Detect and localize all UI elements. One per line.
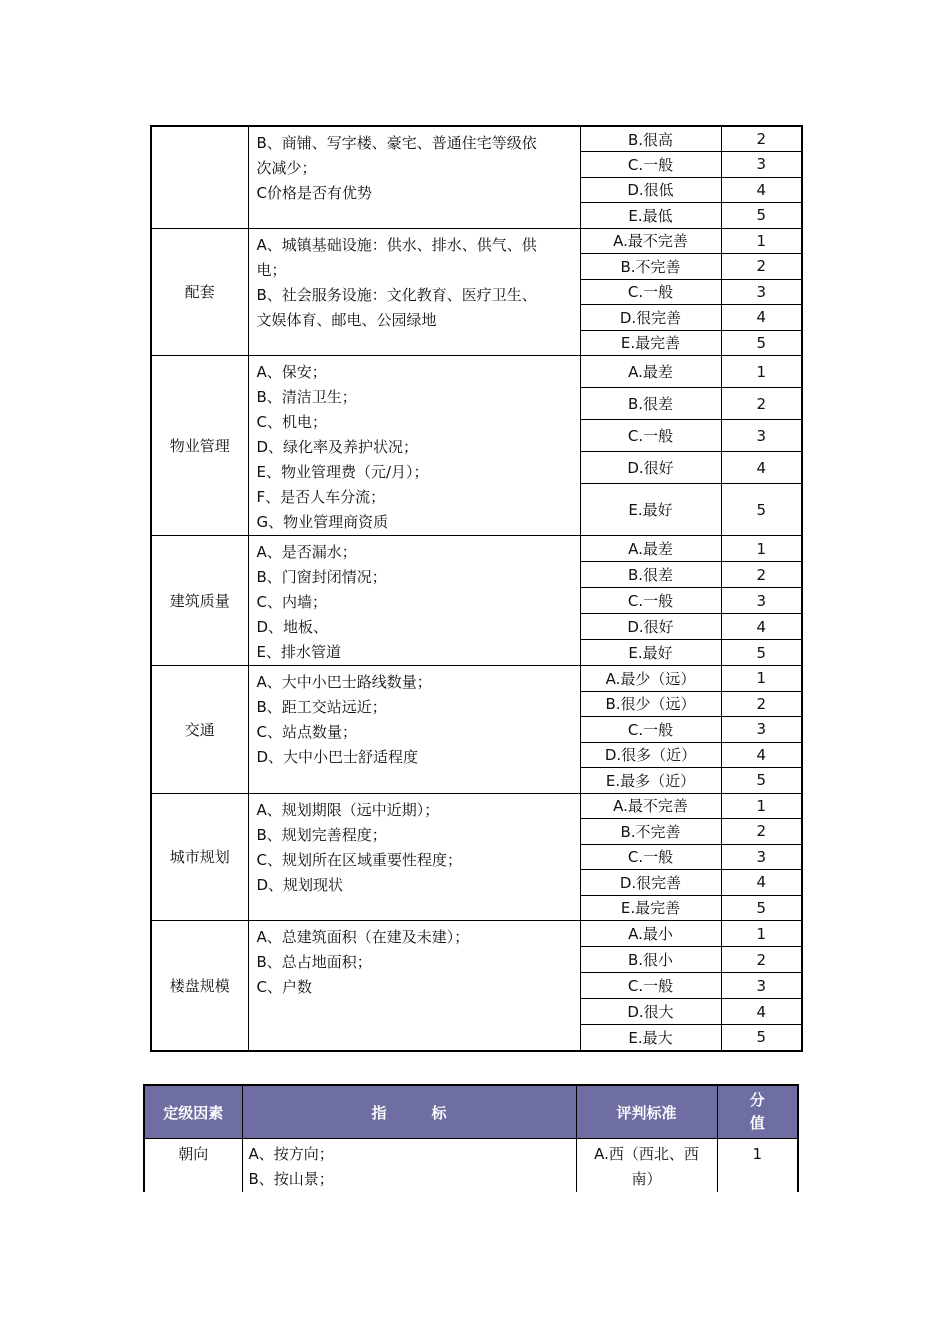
score-cell: 2 bbox=[721, 562, 802, 588]
indicator-line: B、距工交站远近； bbox=[256, 698, 387, 716]
indicator-cell bbox=[248, 228, 580, 356]
score-cell: 5 bbox=[721, 895, 802, 921]
indicator-line: B、社会服务设施：文化教育、医疗卫生、 bbox=[256, 285, 537, 304]
indicator-line: A、是否漏水； bbox=[256, 543, 357, 561]
indicator-line: F、是否人车分流； bbox=[256, 488, 386, 506]
score-cell: 5 bbox=[721, 330, 802, 356]
indicator-line: D、地板、 bbox=[256, 618, 329, 636]
criterion-cell: E.最好 bbox=[580, 640, 721, 666]
score-cell: 1 bbox=[721, 666, 802, 692]
score-cell: 5 bbox=[721, 484, 802, 536]
score-cell: 1 bbox=[721, 356, 802, 388]
criterion-cell: B.很差 bbox=[580, 562, 721, 588]
score-cell: 5 bbox=[721, 640, 802, 666]
indicator-cell bbox=[248, 921, 580, 1051]
criterion-cell: B.很差 bbox=[580, 388, 721, 420]
indicator-line: A、总建筑面积（在建及未建）； bbox=[256, 928, 470, 946]
header-indicator: 指 标 bbox=[242, 1085, 576, 1139]
table-row bbox=[151, 356, 802, 388]
score-cell: 5 bbox=[721, 1025, 802, 1051]
indicator-line: E、排水管道 bbox=[256, 643, 341, 661]
criterion-cell: A.最不完善 bbox=[580, 228, 721, 254]
criterion-cell: C.一般 bbox=[580, 279, 721, 305]
score-cell: 2 bbox=[721, 691, 802, 717]
criterion-cell: E.最好 bbox=[580, 484, 721, 536]
header-score-line1: 分 bbox=[749, 1091, 765, 1109]
score-cell: 2 bbox=[721, 819, 802, 845]
score-cell: 2 bbox=[721, 126, 802, 152]
criterion-cell: C.一般 bbox=[580, 717, 721, 743]
indicator-line: B、商铺、写字楼、豪宅、普通住宅等级依 bbox=[256, 134, 537, 152]
score-cell: 3 bbox=[721, 420, 802, 452]
score-cell: 1 bbox=[717, 1139, 798, 1193]
criterion-cell: D.很多（近） bbox=[580, 742, 721, 768]
criterion-line: A.西（西北、西 bbox=[594, 1145, 699, 1163]
header-factor: 定级因素 bbox=[144, 1085, 242, 1139]
criterion-cell: A.最小 bbox=[580, 921, 721, 947]
criterion-cell: D.很完善 bbox=[580, 305, 721, 331]
factor-cell: 城市规划 bbox=[151, 793, 248, 921]
header-criterion: 评判标准 bbox=[576, 1085, 717, 1139]
criterion-cell: B.不完善 bbox=[580, 819, 721, 845]
criterion-cell: D.很完善 bbox=[580, 870, 721, 896]
indicator-cell bbox=[242, 1139, 576, 1193]
score-cell: 4 bbox=[721, 305, 802, 331]
factor-cell: 物业管理 bbox=[151, 356, 248, 536]
criterion-cell: C.一般 bbox=[580, 152, 721, 178]
score-cell: 5 bbox=[721, 768, 802, 794]
indicator-line: A、规划期限（远中近期）； bbox=[256, 800, 440, 819]
factor-cell: 楼盘规模 bbox=[151, 921, 248, 1051]
score-cell: 2 bbox=[721, 388, 802, 420]
criterion-cell: C.一般 bbox=[580, 973, 721, 999]
criterion-cell: B.不完善 bbox=[580, 254, 721, 280]
indicator-cell bbox=[248, 793, 580, 921]
criterion-cell: B.很少（远） bbox=[580, 691, 721, 717]
criterion-cell: D.很好 bbox=[580, 452, 721, 484]
criterion-cell: A.最少（远） bbox=[580, 666, 721, 692]
indicator-line: B、清洁卫生； bbox=[256, 388, 357, 406]
criterion-cell: A.最差 bbox=[580, 356, 721, 388]
indicator-cell bbox=[248, 356, 580, 536]
indicator-cell bbox=[248, 126, 580, 228]
indicator-line: E、物业管理费（元/月）； bbox=[256, 463, 429, 481]
criterion-cell: D.很好 bbox=[580, 614, 721, 640]
score-cell: 5 bbox=[721, 203, 802, 229]
score-cell: 3 bbox=[721, 844, 802, 870]
criterion-cell: E.最大 bbox=[580, 1025, 721, 1051]
score-cell: 4 bbox=[721, 614, 802, 640]
indicator-line: A、大中小巴士路线数量； bbox=[256, 673, 432, 691]
criterion-cell: D.很低 bbox=[580, 177, 721, 203]
score-cell: 1 bbox=[721, 921, 802, 947]
indicator-line: 次减少； bbox=[256, 159, 317, 177]
indicator-line: B、门窗封闭情况； bbox=[256, 568, 387, 586]
indicator-line: C、站点数量； bbox=[256, 723, 357, 741]
criterion-cell: A.最不完善 bbox=[580, 793, 721, 819]
score-cell: 3 bbox=[721, 588, 802, 614]
indicator-line: D、大中小巴士舒适程度 bbox=[256, 748, 419, 766]
criterion-cell: A.最差 bbox=[580, 536, 721, 562]
score-cell: 4 bbox=[721, 742, 802, 768]
criterion-cell: C.一般 bbox=[580, 844, 721, 870]
factor-cell: 建筑质量 bbox=[151, 536, 248, 666]
indicator-line: G、物业管理商资质 bbox=[256, 513, 389, 531]
header-score bbox=[717, 1085, 798, 1139]
criterion-cell: E.最完善 bbox=[580, 895, 721, 921]
score-cell: 3 bbox=[721, 717, 802, 743]
score-cell: 3 bbox=[721, 279, 802, 305]
score-cell: 1 bbox=[721, 536, 802, 562]
factor-cell: 配套 bbox=[151, 228, 248, 356]
criterion-cell: B.很小 bbox=[580, 947, 721, 973]
indicator-line: 文娱体育、邮电、公园绿地 bbox=[256, 310, 437, 329]
score-cell: 1 bbox=[721, 793, 802, 819]
indicator-line: B、总占地面积； bbox=[256, 953, 372, 971]
criterion-cell: E.最完善 bbox=[580, 330, 721, 356]
indicator-line: A、城镇基础设施：供水、排水、供气、供 bbox=[256, 235, 537, 254]
criterion-cell: D.很大 bbox=[580, 999, 721, 1025]
score-cell: 2 bbox=[721, 947, 802, 973]
indicator-line: A、保安； bbox=[256, 363, 327, 381]
table-row bbox=[151, 536, 802, 562]
score-cell: 4 bbox=[721, 870, 802, 896]
rating-table bbox=[150, 125, 803, 1052]
score-cell: 1 bbox=[721, 228, 802, 254]
indicator-line: D、绿化率及养护状况； bbox=[256, 438, 419, 456]
indicator-line: D、规划现状 bbox=[256, 875, 344, 894]
indicator-line: 电； bbox=[256, 260, 287, 279]
indicator-line: C、规划所在区域重要性程度； bbox=[256, 850, 462, 869]
table-row bbox=[151, 666, 802, 692]
criterion-cell: C.一般 bbox=[580, 588, 721, 614]
header-row bbox=[144, 1085, 798, 1139]
criterion-cell: E.最多（近） bbox=[580, 768, 721, 794]
table-row bbox=[151, 793, 802, 819]
score-cell: 4 bbox=[721, 999, 802, 1025]
table-row bbox=[151, 228, 802, 254]
criterion-line: 南） bbox=[631, 1170, 662, 1188]
indicator-line: A、按方向； bbox=[248, 1145, 334, 1163]
indicator-line: C、户数 bbox=[256, 978, 312, 996]
score-cell: 3 bbox=[721, 152, 802, 178]
indicator-line: B、规划完善程度； bbox=[256, 825, 387, 844]
indicator-cell bbox=[248, 666, 580, 794]
indicator-line: C价格是否有优势 bbox=[256, 184, 372, 202]
factor-cell: 交通 bbox=[151, 666, 248, 794]
criterion-cell: B.很高 bbox=[580, 126, 721, 152]
indicator-line: B、按山景； bbox=[248, 1170, 334, 1188]
table-row bbox=[144, 1139, 798, 1193]
rating-table-continued bbox=[143, 1084, 799, 1192]
score-cell: 4 bbox=[721, 177, 802, 203]
score-cell: 2 bbox=[721, 254, 802, 280]
factor-cell: 朝向 bbox=[144, 1139, 242, 1193]
score-cell: 4 bbox=[721, 452, 802, 484]
indicator-line: C、机电； bbox=[256, 413, 327, 431]
criterion-cell: C.一般 bbox=[580, 420, 721, 452]
factor-cell bbox=[151, 126, 248, 228]
score-cell: 3 bbox=[721, 973, 802, 999]
header-score-line2: 值 bbox=[749, 1114, 765, 1132]
indicator-cell bbox=[248, 536, 580, 666]
criterion-cell: E.最低 bbox=[580, 203, 721, 229]
criterion-cell bbox=[576, 1139, 717, 1193]
table-row bbox=[151, 126, 802, 152]
table-row bbox=[151, 921, 802, 947]
indicator-line: C、内墙； bbox=[256, 593, 327, 611]
